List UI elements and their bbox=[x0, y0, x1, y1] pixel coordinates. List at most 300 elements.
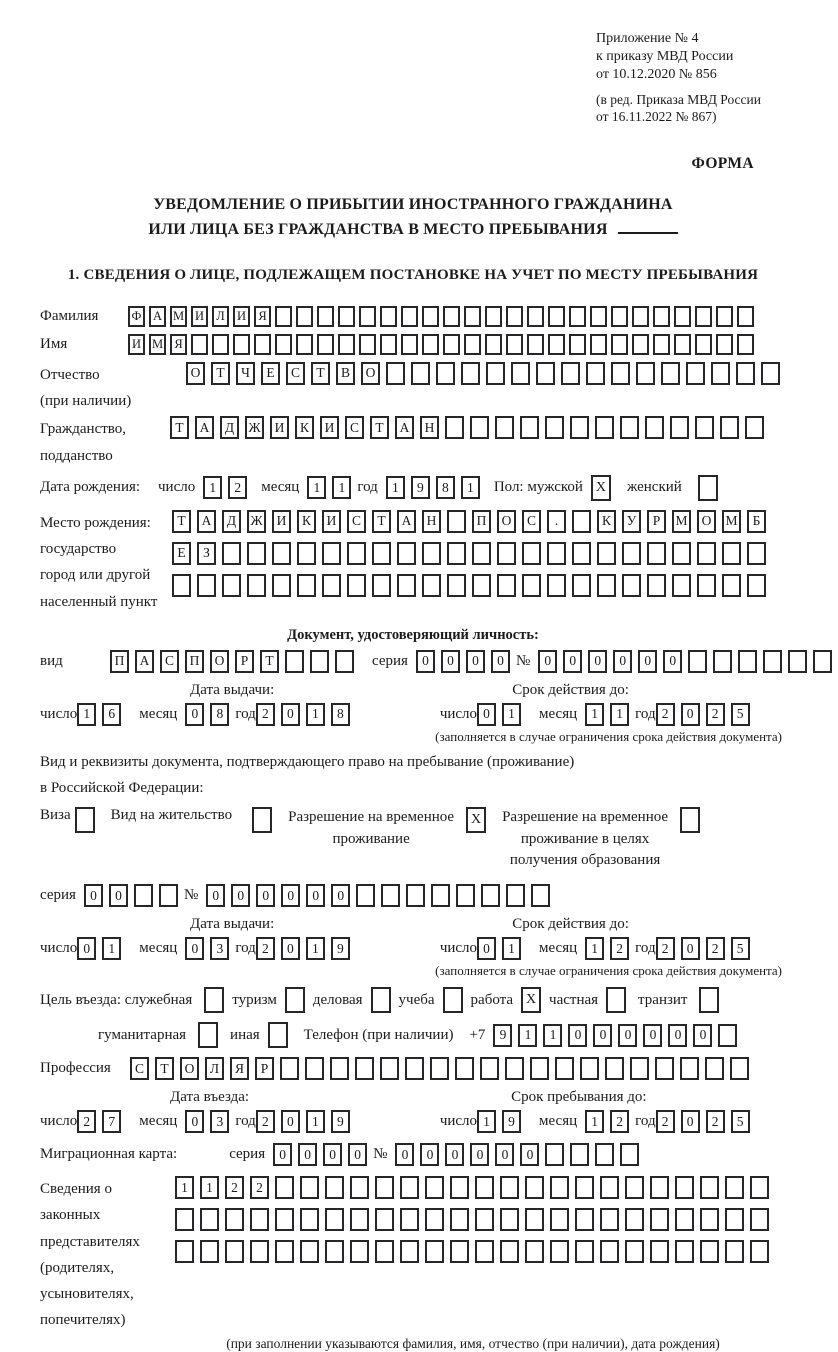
char-cell[interactable] bbox=[375, 1208, 394, 1231]
char-cell[interactable] bbox=[464, 334, 481, 355]
char-cell[interactable] bbox=[159, 884, 178, 907]
char-cell[interactable] bbox=[347, 574, 366, 597]
char-cell[interactable] bbox=[411, 362, 430, 385]
char-cell[interactable] bbox=[547, 574, 566, 597]
char-cell[interactable] bbox=[632, 306, 649, 327]
char-cell[interactable] bbox=[716, 334, 733, 355]
char-cell[interactable] bbox=[250, 1240, 269, 1263]
char-cell[interactable] bbox=[359, 306, 376, 327]
char-cell[interactable]: 0 bbox=[470, 1143, 489, 1166]
temp-edu-checkbox[interactable] bbox=[680, 807, 700, 833]
char-cell[interactable]: Д bbox=[222, 510, 241, 533]
char-cell[interactable] bbox=[531, 884, 550, 907]
char-cell[interactable]: 5 bbox=[731, 1110, 750, 1133]
male-checkbox[interactable]: X bbox=[591, 475, 611, 501]
char-cell[interactable] bbox=[705, 1057, 724, 1080]
char-cell[interactable] bbox=[530, 1057, 549, 1080]
char-cell[interactable] bbox=[520, 416, 539, 439]
char-cell[interactable]: 1 bbox=[386, 476, 405, 499]
char-cell[interactable]: 3 bbox=[210, 1110, 229, 1133]
char-cell[interactable] bbox=[620, 416, 639, 439]
char-cell[interactable]: Я bbox=[254, 306, 271, 327]
char-cell[interactable]: К bbox=[295, 416, 314, 439]
char-cell[interactable] bbox=[280, 1057, 299, 1080]
char-cell[interactable]: 0 bbox=[466, 650, 485, 673]
char-cell[interactable] bbox=[747, 542, 766, 565]
char-cell[interactable]: 2 bbox=[228, 476, 247, 499]
char-cell[interactable]: 1 bbox=[502, 703, 521, 726]
char-cell[interactable]: Н bbox=[422, 510, 441, 533]
char-cell[interactable] bbox=[172, 574, 191, 597]
char-cell[interactable]: 0 bbox=[613, 650, 632, 673]
char-cell[interactable]: Я bbox=[170, 334, 187, 355]
char-cell[interactable]: 1 bbox=[461, 476, 480, 499]
char-cell[interactable] bbox=[450, 1240, 469, 1263]
char-cell[interactable]: И bbox=[270, 416, 289, 439]
char-cell[interactable] bbox=[620, 1143, 639, 1166]
char-cell[interactable] bbox=[430, 1057, 449, 1080]
char-cell[interactable]: Ж bbox=[245, 416, 264, 439]
char-cell[interactable] bbox=[397, 542, 416, 565]
char-cell[interactable] bbox=[625, 1208, 644, 1231]
char-cell[interactable] bbox=[600, 1240, 619, 1263]
char-cell[interactable] bbox=[461, 362, 480, 385]
char-cell[interactable]: 2 bbox=[77, 1110, 96, 1133]
char-cell[interactable] bbox=[550, 1208, 569, 1231]
char-cell[interactable] bbox=[431, 884, 450, 907]
char-cell[interactable]: 2 bbox=[256, 1110, 275, 1133]
char-cell[interactable]: 1 bbox=[477, 1110, 496, 1133]
char-cell[interactable] bbox=[422, 334, 439, 355]
char-cell[interactable] bbox=[750, 1208, 769, 1231]
char-cell[interactable]: А bbox=[197, 510, 216, 533]
char-cell[interactable] bbox=[447, 542, 466, 565]
char-cell[interactable] bbox=[572, 574, 591, 597]
char-cell[interactable]: 7 bbox=[102, 1110, 121, 1133]
char-cell[interactable] bbox=[600, 1176, 619, 1199]
char-cell[interactable] bbox=[455, 1057, 474, 1080]
char-cell[interactable] bbox=[569, 306, 586, 327]
char-cell[interactable] bbox=[464, 306, 481, 327]
char-cell[interactable] bbox=[605, 1057, 624, 1080]
char-cell[interactable] bbox=[397, 574, 416, 597]
char-cell[interactable] bbox=[175, 1208, 194, 1231]
char-cell[interactable] bbox=[296, 306, 313, 327]
char-cell[interactable] bbox=[548, 306, 565, 327]
char-cell[interactable] bbox=[522, 542, 541, 565]
char-cell[interactable]: . bbox=[547, 510, 566, 533]
char-cell[interactable] bbox=[300, 1240, 319, 1263]
char-cell[interactable] bbox=[575, 1176, 594, 1199]
char-cell[interactable] bbox=[222, 542, 241, 565]
char-cell[interactable]: 1 bbox=[306, 937, 325, 960]
char-cell[interactable]: 0 bbox=[445, 1143, 464, 1166]
char-cell[interactable] bbox=[436, 362, 455, 385]
char-cell[interactable] bbox=[472, 574, 491, 597]
char-cell[interactable]: И bbox=[320, 416, 339, 439]
char-cell[interactable] bbox=[422, 574, 441, 597]
char-cell[interactable] bbox=[405, 1057, 424, 1080]
char-cell[interactable] bbox=[310, 650, 329, 673]
char-cell[interactable]: Т bbox=[155, 1057, 174, 1080]
char-cell[interactable] bbox=[522, 574, 541, 597]
char-cell[interactable]: Л bbox=[205, 1057, 224, 1080]
char-cell[interactable] bbox=[650, 1240, 669, 1263]
char-cell[interactable] bbox=[272, 574, 291, 597]
char-cell[interactable] bbox=[511, 362, 530, 385]
char-cell[interactable] bbox=[443, 306, 460, 327]
char-cell[interactable]: Н bbox=[420, 416, 439, 439]
char-cell[interactable] bbox=[572, 510, 591, 533]
char-cell[interactable]: 0 bbox=[281, 703, 300, 726]
char-cell[interactable]: 5 bbox=[731, 703, 750, 726]
char-cell[interactable]: 0 bbox=[281, 884, 300, 907]
char-cell[interactable] bbox=[272, 542, 291, 565]
char-cell[interactable] bbox=[590, 334, 607, 355]
char-cell[interactable] bbox=[338, 306, 355, 327]
char-cell[interactable]: О bbox=[497, 510, 516, 533]
char-cell[interactable]: 0 bbox=[348, 1143, 367, 1166]
char-cell[interactable] bbox=[325, 1208, 344, 1231]
char-cell[interactable] bbox=[725, 1240, 744, 1263]
char-cell[interactable]: Т bbox=[311, 362, 330, 385]
char-cell[interactable] bbox=[622, 574, 641, 597]
char-cell[interactable]: И bbox=[233, 306, 250, 327]
char-cell[interactable] bbox=[322, 574, 341, 597]
char-cell[interactable]: М bbox=[170, 306, 187, 327]
char-cell[interactable]: А bbox=[135, 650, 154, 673]
char-cell[interactable] bbox=[525, 1208, 544, 1231]
char-cell[interactable]: О bbox=[180, 1057, 199, 1080]
char-cell[interactable] bbox=[200, 1208, 219, 1231]
char-cell[interactable]: 0 bbox=[231, 884, 250, 907]
study-checkbox[interactable] bbox=[443, 987, 463, 1013]
char-cell[interactable] bbox=[527, 334, 544, 355]
char-cell[interactable]: 0 bbox=[420, 1143, 439, 1166]
char-cell[interactable]: 2 bbox=[250, 1176, 269, 1199]
char-cell[interactable] bbox=[672, 574, 691, 597]
char-cell[interactable] bbox=[650, 1176, 669, 1199]
char-cell[interactable]: Е bbox=[172, 542, 191, 565]
char-cell[interactable] bbox=[697, 574, 716, 597]
char-cell[interactable]: М bbox=[149, 334, 166, 355]
char-cell[interactable] bbox=[569, 334, 586, 355]
char-cell[interactable]: 0 bbox=[416, 650, 435, 673]
char-cell[interactable]: 0 bbox=[185, 703, 204, 726]
char-cell[interactable] bbox=[497, 542, 516, 565]
char-cell[interactable] bbox=[675, 1240, 694, 1263]
char-cell[interactable] bbox=[675, 1176, 694, 1199]
char-cell[interactable] bbox=[197, 574, 216, 597]
char-cell[interactable]: 6 bbox=[102, 703, 121, 726]
char-cell[interactable]: О bbox=[361, 362, 380, 385]
char-cell[interactable]: И bbox=[128, 334, 145, 355]
char-cell[interactable]: 1 bbox=[306, 703, 325, 726]
char-cell[interactable] bbox=[475, 1208, 494, 1231]
char-cell[interactable]: 2 bbox=[256, 937, 275, 960]
char-cell[interactable] bbox=[570, 1143, 589, 1166]
humanitarian-checkbox[interactable] bbox=[198, 1022, 218, 1048]
char-cell[interactable]: С bbox=[345, 416, 364, 439]
char-cell[interactable] bbox=[713, 650, 732, 673]
char-cell[interactable]: Л bbox=[212, 306, 229, 327]
char-cell[interactable]: 2 bbox=[610, 937, 629, 960]
char-cell[interactable] bbox=[400, 1208, 419, 1231]
char-cell[interactable] bbox=[500, 1176, 519, 1199]
char-cell[interactable] bbox=[275, 1208, 294, 1231]
char-cell[interactable] bbox=[737, 334, 754, 355]
char-cell[interactable] bbox=[600, 1208, 619, 1231]
residence-permit-checkbox[interactable] bbox=[252, 807, 272, 833]
char-cell[interactable]: 1 bbox=[585, 1110, 604, 1133]
char-cell[interactable]: 0 bbox=[281, 1110, 300, 1133]
char-cell[interactable] bbox=[672, 542, 691, 565]
char-cell[interactable]: 0 bbox=[495, 1143, 514, 1166]
char-cell[interactable] bbox=[300, 1208, 319, 1231]
char-cell[interactable] bbox=[447, 510, 466, 533]
char-cell[interactable] bbox=[506, 884, 525, 907]
char-cell[interactable]: 9 bbox=[331, 937, 350, 960]
char-cell[interactable] bbox=[636, 362, 655, 385]
char-cell[interactable] bbox=[485, 306, 502, 327]
char-cell[interactable]: 2 bbox=[656, 937, 675, 960]
char-cell[interactable] bbox=[275, 1176, 294, 1199]
char-cell[interactable]: 0 bbox=[477, 937, 496, 960]
char-cell[interactable] bbox=[597, 574, 616, 597]
char-cell[interactable] bbox=[247, 574, 266, 597]
char-cell[interactable]: 0 bbox=[477, 703, 496, 726]
char-cell[interactable]: П bbox=[185, 650, 204, 673]
char-cell[interactable]: 1 bbox=[585, 703, 604, 726]
char-cell[interactable] bbox=[645, 416, 664, 439]
char-cell[interactable] bbox=[575, 1240, 594, 1263]
char-cell[interactable] bbox=[356, 884, 375, 907]
char-cell[interactable] bbox=[300, 1176, 319, 1199]
char-cell[interactable] bbox=[655, 1057, 674, 1080]
char-cell[interactable]: Т bbox=[211, 362, 230, 385]
char-cell[interactable]: 3 bbox=[210, 937, 229, 960]
char-cell[interactable] bbox=[297, 542, 316, 565]
char-cell[interactable] bbox=[550, 1176, 569, 1199]
char-cell[interactable]: 5 bbox=[731, 937, 750, 960]
char-cell[interactable] bbox=[750, 1176, 769, 1199]
char-cell[interactable] bbox=[335, 650, 354, 673]
char-cell[interactable] bbox=[350, 1176, 369, 1199]
char-cell[interactable] bbox=[406, 884, 425, 907]
char-cell[interactable] bbox=[547, 542, 566, 565]
char-cell[interactable]: К bbox=[297, 510, 316, 533]
char-cell[interactable] bbox=[561, 362, 580, 385]
char-cell[interactable]: 0 bbox=[84, 884, 103, 907]
char-cell[interactable]: Т bbox=[172, 510, 191, 533]
char-cell[interactable]: 1 bbox=[306, 1110, 325, 1133]
char-cell[interactable]: Е bbox=[261, 362, 280, 385]
char-cell[interactable] bbox=[134, 884, 153, 907]
char-cell[interactable] bbox=[495, 416, 514, 439]
char-cell[interactable]: П bbox=[110, 650, 129, 673]
char-cell[interactable]: 0 bbox=[298, 1143, 317, 1166]
char-cell[interactable] bbox=[322, 542, 341, 565]
char-cell[interactable] bbox=[338, 334, 355, 355]
char-cell[interactable] bbox=[372, 574, 391, 597]
char-cell[interactable]: 0 bbox=[206, 884, 225, 907]
char-cell[interactable] bbox=[401, 334, 418, 355]
char-cell[interactable] bbox=[250, 1208, 269, 1231]
char-cell[interactable]: 1 bbox=[307, 476, 326, 499]
char-cell[interactable] bbox=[325, 1240, 344, 1263]
char-cell[interactable] bbox=[632, 334, 649, 355]
char-cell[interactable] bbox=[191, 334, 208, 355]
char-cell[interactable] bbox=[486, 362, 505, 385]
char-cell[interactable] bbox=[254, 334, 271, 355]
char-cell[interactable]: 0 bbox=[563, 650, 582, 673]
char-cell[interactable]: Ж bbox=[247, 510, 266, 533]
char-cell[interactable] bbox=[222, 574, 241, 597]
char-cell[interactable]: О bbox=[210, 650, 229, 673]
char-cell[interactable] bbox=[736, 362, 755, 385]
temp-residence-checkbox[interactable]: X bbox=[466, 807, 486, 833]
char-cell[interactable] bbox=[425, 1240, 444, 1263]
char-cell[interactable]: 0 bbox=[538, 650, 557, 673]
char-cell[interactable] bbox=[450, 1208, 469, 1231]
char-cell[interactable] bbox=[525, 1240, 544, 1263]
char-cell[interactable] bbox=[647, 542, 666, 565]
char-cell[interactable]: 1 bbox=[175, 1176, 194, 1199]
char-cell[interactable] bbox=[611, 362, 630, 385]
char-cell[interactable]: 0 bbox=[568, 1024, 587, 1047]
char-cell[interactable]: 8 bbox=[436, 476, 455, 499]
char-cell[interactable]: Я bbox=[230, 1057, 249, 1080]
char-cell[interactable] bbox=[722, 574, 741, 597]
char-cell[interactable] bbox=[350, 1240, 369, 1263]
char-cell[interactable] bbox=[716, 306, 733, 327]
char-cell[interactable] bbox=[381, 884, 400, 907]
char-cell[interactable]: 0 bbox=[331, 884, 350, 907]
char-cell[interactable]: 0 bbox=[681, 703, 700, 726]
char-cell[interactable] bbox=[653, 306, 670, 327]
char-cell[interactable] bbox=[575, 1208, 594, 1231]
char-cell[interactable] bbox=[653, 334, 670, 355]
char-cell[interactable]: 0 bbox=[593, 1024, 612, 1047]
char-cell[interactable]: 0 bbox=[256, 884, 275, 907]
char-cell[interactable] bbox=[763, 650, 782, 673]
char-cell[interactable]: 0 bbox=[323, 1143, 342, 1166]
char-cell[interactable]: 0 bbox=[643, 1024, 662, 1047]
char-cell[interactable] bbox=[545, 1143, 564, 1166]
char-cell[interactable]: И bbox=[272, 510, 291, 533]
char-cell[interactable] bbox=[422, 542, 441, 565]
char-cell[interactable]: 1 bbox=[543, 1024, 562, 1047]
char-cell[interactable] bbox=[611, 306, 628, 327]
char-cell[interactable]: 2 bbox=[225, 1176, 244, 1199]
char-cell[interactable]: Т bbox=[370, 416, 389, 439]
char-cell[interactable]: 9 bbox=[502, 1110, 521, 1133]
char-cell[interactable]: С bbox=[522, 510, 541, 533]
char-cell[interactable]: 1 bbox=[518, 1024, 537, 1047]
char-cell[interactable] bbox=[595, 416, 614, 439]
char-cell[interactable] bbox=[475, 1240, 494, 1263]
char-cell[interactable]: 8 bbox=[210, 703, 229, 726]
char-cell[interactable] bbox=[447, 574, 466, 597]
char-cell[interactable] bbox=[200, 1240, 219, 1263]
char-cell[interactable]: 0 bbox=[441, 650, 460, 673]
char-cell[interactable] bbox=[375, 1240, 394, 1263]
char-cell[interactable] bbox=[580, 1057, 599, 1080]
char-cell[interactable]: И bbox=[191, 306, 208, 327]
char-cell[interactable] bbox=[275, 334, 292, 355]
char-cell[interactable] bbox=[305, 1057, 324, 1080]
char-cell[interactable] bbox=[475, 1176, 494, 1199]
char-cell[interactable] bbox=[296, 334, 313, 355]
char-cell[interactable] bbox=[470, 416, 489, 439]
char-cell[interactable] bbox=[450, 1176, 469, 1199]
char-cell[interactable]: В bbox=[336, 362, 355, 385]
char-cell[interactable] bbox=[380, 306, 397, 327]
char-cell[interactable] bbox=[597, 542, 616, 565]
char-cell[interactable]: Т bbox=[170, 416, 189, 439]
char-cell[interactable] bbox=[695, 416, 714, 439]
char-cell[interactable] bbox=[686, 362, 705, 385]
char-cell[interactable] bbox=[400, 1176, 419, 1199]
char-cell[interactable]: 2 bbox=[656, 1110, 675, 1133]
char-cell[interactable] bbox=[650, 1208, 669, 1231]
char-cell[interactable]: Р bbox=[255, 1057, 274, 1080]
char-cell[interactable]: 0 bbox=[618, 1024, 637, 1047]
char-cell[interactable]: 2 bbox=[256, 703, 275, 726]
transit-checkbox[interactable] bbox=[699, 987, 719, 1013]
char-cell[interactable]: 0 bbox=[638, 650, 657, 673]
char-cell[interactable] bbox=[647, 574, 666, 597]
char-cell[interactable] bbox=[422, 306, 439, 327]
char-cell[interactable]: 0 bbox=[681, 937, 700, 960]
char-cell[interactable] bbox=[661, 362, 680, 385]
char-cell[interactable]: 0 bbox=[281, 937, 300, 960]
char-cell[interactable]: С bbox=[286, 362, 305, 385]
business-checkbox[interactable] bbox=[371, 987, 391, 1013]
char-cell[interactable] bbox=[738, 650, 757, 673]
char-cell[interactable] bbox=[737, 306, 754, 327]
char-cell[interactable] bbox=[788, 650, 807, 673]
char-cell[interactable]: 1 bbox=[502, 937, 521, 960]
char-cell[interactable]: 0 bbox=[681, 1110, 700, 1133]
char-cell[interactable] bbox=[285, 650, 304, 673]
char-cell[interactable]: 0 bbox=[273, 1143, 292, 1166]
char-cell[interactable]: Т bbox=[372, 510, 391, 533]
char-cell[interactable]: 1 bbox=[585, 937, 604, 960]
char-cell[interactable] bbox=[445, 416, 464, 439]
char-cell[interactable] bbox=[400, 1240, 419, 1263]
char-cell[interactable]: 0 bbox=[395, 1143, 414, 1166]
char-cell[interactable] bbox=[317, 306, 334, 327]
official-checkbox[interactable] bbox=[204, 987, 224, 1013]
char-cell[interactable] bbox=[527, 306, 544, 327]
char-cell[interactable] bbox=[225, 1240, 244, 1263]
char-cell[interactable] bbox=[625, 1176, 644, 1199]
char-cell[interactable] bbox=[375, 1176, 394, 1199]
char-cell[interactable] bbox=[674, 334, 691, 355]
char-cell[interactable]: Т bbox=[260, 650, 279, 673]
char-cell[interactable] bbox=[745, 416, 764, 439]
char-cell[interactable] bbox=[718, 1024, 737, 1047]
char-cell[interactable]: С bbox=[347, 510, 366, 533]
char-cell[interactable] bbox=[555, 1057, 574, 1080]
char-cell[interactable]: 2 bbox=[610, 1110, 629, 1133]
char-cell[interactable]: У bbox=[622, 510, 641, 533]
char-cell[interactable] bbox=[536, 362, 555, 385]
char-cell[interactable]: А bbox=[397, 510, 416, 533]
char-cell[interactable] bbox=[695, 306, 712, 327]
char-cell[interactable]: Р bbox=[647, 510, 666, 533]
